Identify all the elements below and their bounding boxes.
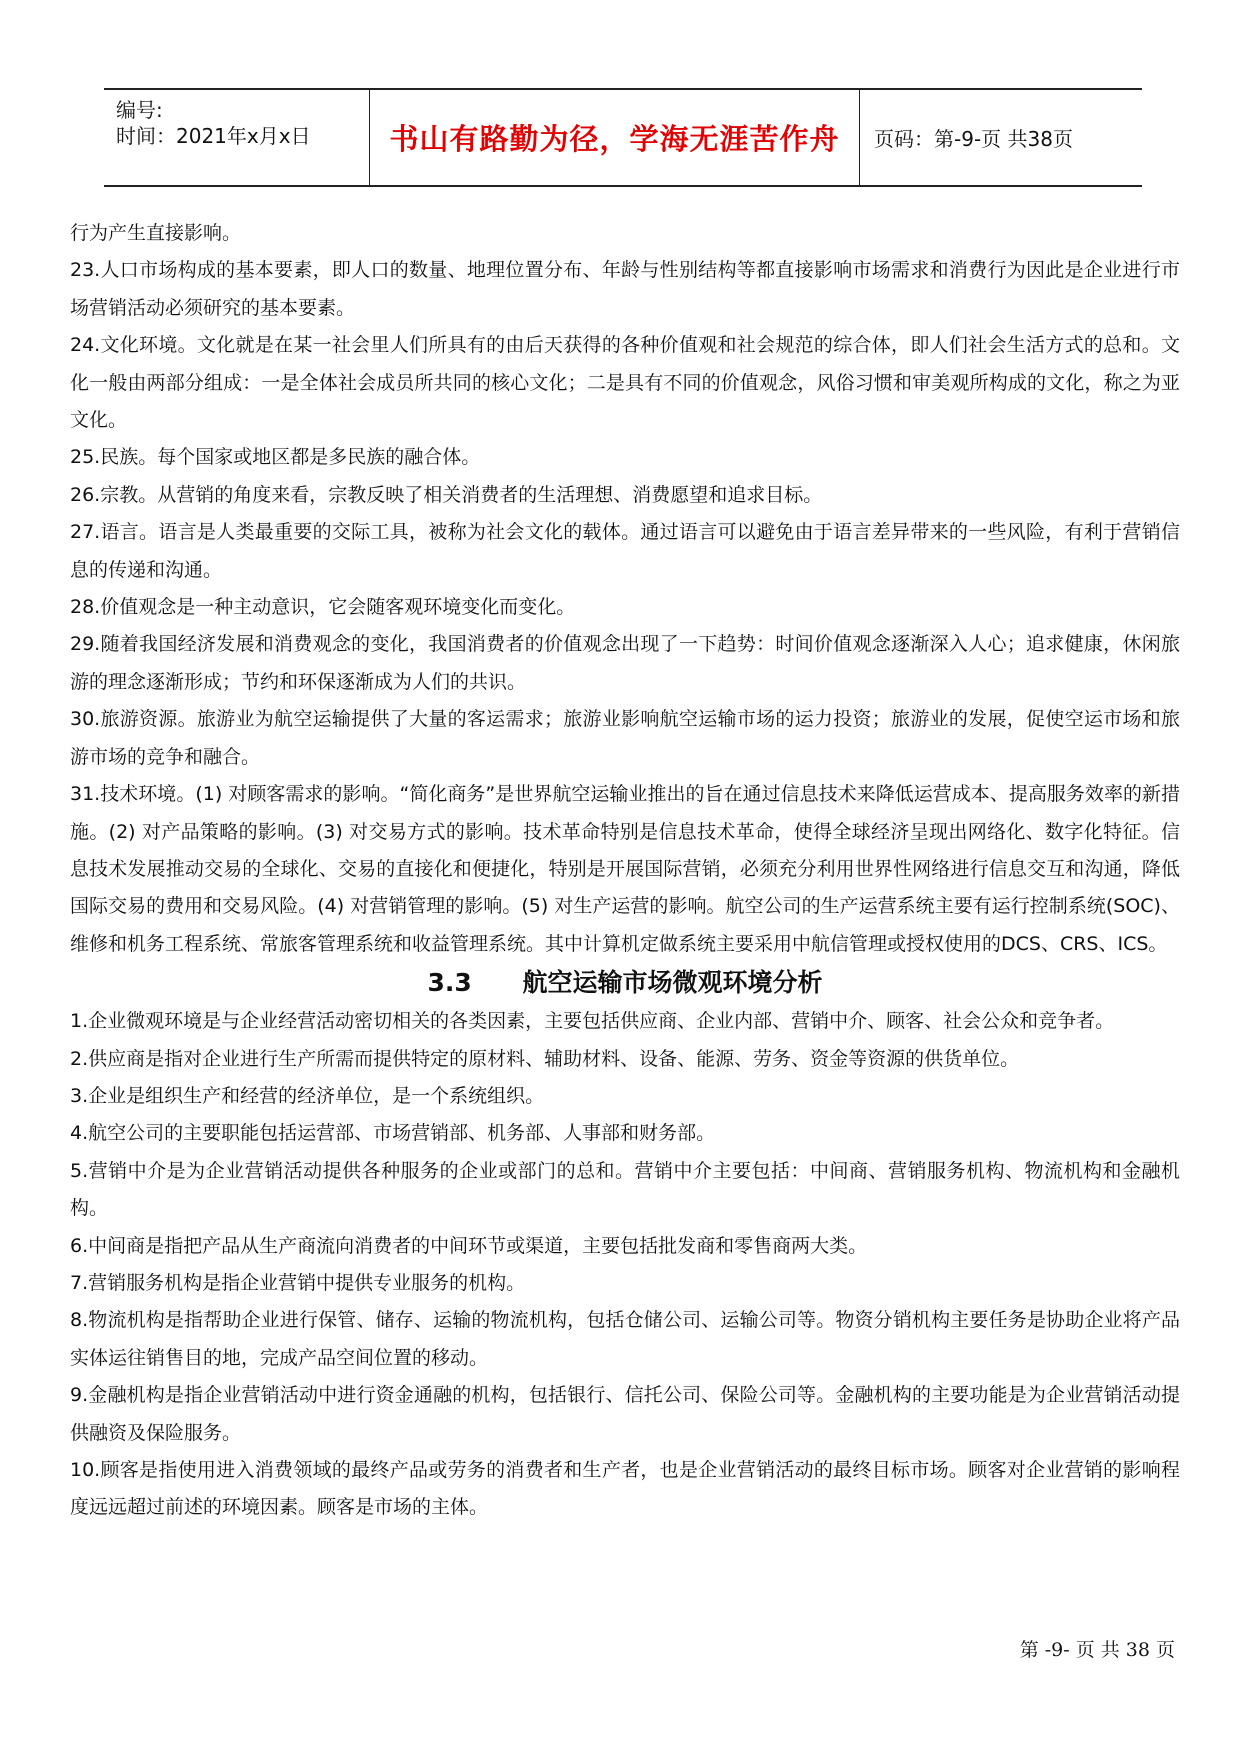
page-footer: 第 -9- 页 共 38 页 bbox=[1019, 1639, 1175, 1661]
paragraph: 30.旅游资源。旅游业为航空运输提供了大量的客运需求；旅游业影响航空运输市场的运力投资；旅游业的发展，促使空运市场和旅游市场的竞争和融合。 bbox=[70, 708, 1180, 768]
section-title: 航空运输市场微观环境分析 bbox=[522, 968, 823, 998]
paragraph: 25.民族。每个国家或地区都是多民族的融合体。 bbox=[70, 446, 481, 469]
time-label: 时间：2021年x月x日 bbox=[116, 124, 311, 148]
paragraph: 7.营销服务机构是指企业营销中提供专业服务的机构。 bbox=[70, 1271, 526, 1294]
header-right-cell bbox=[860, 90, 1142, 185]
motto: 书山有路勤为径，学海无涯苦作舟 bbox=[389, 122, 840, 156]
header-table bbox=[104, 88, 1142, 187]
paragraph: 8.物流机构是指帮助企业进行保管、储存、运输的物流机构，包括仓储公司、运输公司等。物资分销机构主要任务是协助企业将产品实体运往销售目的地，完成产品空间位置的移动。 bbox=[70, 1309, 1180, 1369]
document-body bbox=[70, 215, 1180, 1527]
paragraph: 5.营销中介是为企业营销活动提供各种服务的企业或部门的总和。营销中介主要包括：中间商、营销服务机构、物流机构和金融机构。 bbox=[70, 1159, 1180, 1220]
section-heading bbox=[70, 963, 1180, 1003]
paragraph: 10.顾客是指使用进入消费领域的最终产品或劳务的消费者和生产者，也是企业营销活动的最终目标市场。顾客对企业营销的影响程度远远超过前述的环境因素。顾客是市场的主体。 bbox=[70, 1459, 1180, 1519]
paragraph: 2.供应商是指对企业进行生产所需而提供特定的原材料、辅助材料、设备、能源、劳务、资金等资源的供货单位。 bbox=[70, 1047, 1020, 1070]
paragraph: 31.技术环境。(1) 对顾客需求的影响。“简化商务”是世界航空运输业推出的旨在通过信息技术来降低运营成本、提高服务效率的新措施。(2) 对产品策略的影响。(3) 对交易方式的影响。技术革命特别是信息技术革命，使得全球经济呈现出网络化、数字化特征。信息技术发展推动交易的全球化、交易的直接化和便捷化，特别是开展国际营销，必须充分利用世界性网络进行信息交互和沟通，降低国际交易的费用和交易风险。(4) 对营销管理的影响。(5) 对生产运营的影响。航空公司的生产运营系统主要有运行控制系统(SOC)、维修和机务工程系统、常旅客管理系统和收益管理系统。其中计算机定做系统主要采用中航信管理或授权使用的DCS、CRS、ICS。 bbox=[70, 783, 1180, 955]
page-code: 页码：第-9-页 共38页 bbox=[874, 127, 1073, 151]
paragraph: 3.企业是组织生产和经营的经济单位，是一个系统组织。 bbox=[70, 1084, 545, 1107]
paragraph: 24.文化环境。文化就是在某一社会里人们所具有的由后天获得的各种价值观和社会规范的综合体，即人们社会生活方式的总和。文化一般由两部分组成：一是全体社会成员所共同的核心文化；二是具有不同的价值观念，风俗习惯和审美观所构成的文化，称之为亚文化。 bbox=[70, 334, 1180, 432]
section-number: 3.3 bbox=[427, 968, 472, 998]
paragraph: 4.航空公司的主要职能包括运营部、市场营销部、机务部、人事部和财务部。 bbox=[70, 1122, 716, 1145]
header-left-cell bbox=[104, 90, 370, 185]
paragraph: 9.金融机构是指企业营销活动中进行资金通融的机构，包括银行、信托公司、保险公司等。金融机构的主要功能是为企业营销活动提供融资及保险服务。 bbox=[70, 1384, 1180, 1444]
paragraph: 27.语言。语言是人类最重要的交际工具，被称为社会文化的载体。通过语言可以避免由于语言差异带来的一些风险，有利于营销信息的传递和沟通。 bbox=[70, 521, 1180, 581]
paragraph: 6.中间商是指把产品从生产商流向消费者的中间环节或渠道，主要包括批发商和零售商两大类。 bbox=[70, 1234, 868, 1257]
paragraph: 23.人口市场构成的基本要素，即人口的数量、地理位置分布、年龄与性别结构等都直接影响市场需求和消费行为因此是企业进行市场营销活动必须研究的基本要素。 bbox=[70, 259, 1180, 319]
paragraph: 26.宗教。从营销的角度来看，宗教反映了相关消费者的生活理想、消费愿望和追求目标。 bbox=[70, 483, 823, 506]
paragraph: 1.企业微观环境是与企业经营活动密切相关的各类因素，主要包括供应商、企业内部、营销中介、顾客、社会公众和竞争者。 bbox=[70, 1010, 1115, 1033]
serial-label: 编号: bbox=[116, 98, 163, 122]
header-mid-cell bbox=[370, 90, 860, 185]
paragraph: 29.随着我国经济发展和消费观念的变化，我国消费者的价值观念出现了一下趋势：时间价值观念逐渐深入人心；追求健康，休闲旅游的理念逐渐形成；节约和环保逐渐成为人们的共识。 bbox=[70, 633, 1180, 693]
paragraph: 行为产生直接影响。 bbox=[70, 222, 242, 244]
paragraph: 28.价值观念是一种主动意识，它会随客观环境变化而变化。 bbox=[70, 596, 576, 619]
